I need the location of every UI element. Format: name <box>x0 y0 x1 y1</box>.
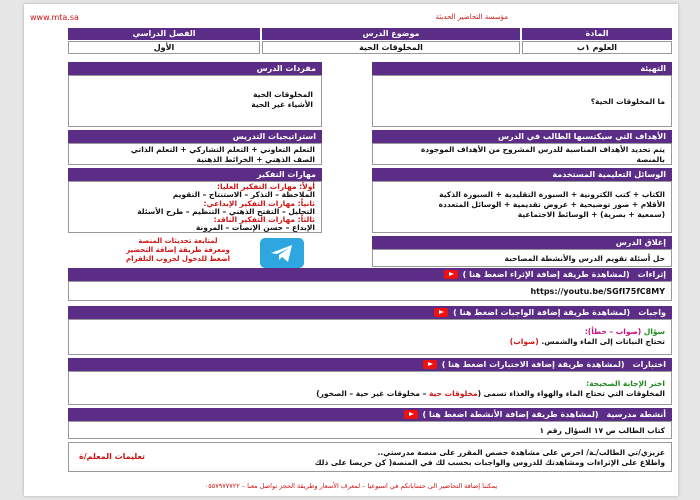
homework-q-label: سؤال <box>643 327 665 336</box>
activity-link[interactable]: (لمشاهدة طريقة إضافة الأنشطة اضغط هنا ) <box>422 410 599 419</box>
homework-link[interactable]: (لمشاهدة طريقة إضافة الواجبات اضغط هنا ) <box>453 308 631 317</box>
thinking-creative-title: ثانياً: مهارات التفكير الإبداعي: <box>203 198 315 208</box>
objectives-line-2: بالمنصة <box>636 155 665 164</box>
vocab-item-2: الأشياء غير الحية <box>251 100 313 109</box>
youtube-icon[interactable] <box>434 308 448 317</box>
instructions-box <box>68 442 672 472</box>
vocab-box <box>68 75 322 127</box>
activity-box <box>68 421 672 439</box>
thinking-title: مهارات التفكير <box>68 168 322 181</box>
tests-link[interactable]: (لمشاهدة طريقة إضافة الاختبارات اضغط هنا ) <box>441 360 625 369</box>
intro-box <box>372 75 672 127</box>
activity-title: أنشطة مدرسية <box>606 410 666 419</box>
tests-q-correct: مخلوقات حية <box>428 389 478 398</box>
tests-q-text: المخلوقات التي تحتاج الماء والهواء والغذاء تسمى ( <box>477 389 665 398</box>
youtube-icon[interactable] <box>423 360 437 369</box>
instructions-title: تعليمات المعلم/ة <box>79 452 146 461</box>
tests-q-label: اختر الإجابة الصحيحة: <box>586 379 665 388</box>
activity-bar <box>68 408 672 421</box>
enrichment-url[interactable]: https://youtu.be/SGfI75fC8MY <box>530 287 665 296</box>
enrichment-link[interactable]: (لمشاهدة طريقة إضافة الإثراء اضغط هنا ) <box>462 270 630 279</box>
enrichment-title: إثراءات <box>637 270 666 279</box>
intro-title: التهيئة <box>372 62 672 75</box>
objectives-box <box>372 143 672 165</box>
vocab-item-1: المخلوقات الحية <box>253 90 313 99</box>
homework-box <box>68 319 672 355</box>
intro-text: ما المخلوقات الحية؟ <box>590 97 665 106</box>
youtube-icon[interactable] <box>444 270 458 279</box>
tests-q-rest: – مخلوقات غير حية – الصخور) <box>316 389 429 398</box>
activity-text: كتاب الطالب ص ١٧ السؤال رقم ١ <box>539 426 665 435</box>
homework-bar <box>68 306 672 319</box>
footer-text: يمكننا إضافة التحاضير الى حساباتكم في اسبوعيا – لمعرف الأسعار وطريقة الحجز تواصل معنا – ٠٥٥٧٩٧٧٧٢٢ <box>204 482 498 490</box>
aids-line-1: الكتاب + كتب الكترونية + السبورة التقليدية + السبورة الذكية <box>439 190 665 199</box>
org-name: مؤسسة التحاضير الحديثة <box>435 13 508 21</box>
homework-q-answer: (صواب) <box>509 337 539 346</box>
topic-value: المخلوقات الحية <box>262 41 520 54</box>
objectives-line-1: يتم تحديد الأهداف المناسبة للدرس المشروح من الأهداف الموجودة <box>420 145 665 154</box>
thinking-higher-text: الملاحظة – التذكر – الاستنتاج – التقويم <box>172 190 315 199</box>
website-url[interactable]: www.mta.sa <box>30 13 79 22</box>
instructions-text <box>195 448 665 468</box>
closing-text: حل أسئلة تقويم الدرس والأنشطة المصاحبة <box>504 254 665 263</box>
tests-title: اختبارات <box>632 360 666 369</box>
thinking-critical-title: ثالثاً: مهارات التفكير الناقد: <box>213 215 315 224</box>
promo-line-1: لمتابعة تحديثات المنصة <box>138 237 218 245</box>
lesson-plan-page <box>24 4 678 496</box>
closing-title: إغلاق الدرس <box>372 236 672 249</box>
enrichment-bar <box>68 268 672 281</box>
thinking-higher-title: أولاً: مهارات التفكير العليا: <box>217 182 315 191</box>
term-label: الفصل الدراسي <box>68 28 260 40</box>
topic-label: موضوع الدرس <box>262 28 520 40</box>
term-value: الأول <box>68 41 260 54</box>
instructions-line-2: واطلاع على الإثراءات ومشاهدتك للدروس والواجبات بحسب لك في المنصة( كن حريصا على ذلك <box>314 458 665 467</box>
homework-question <box>75 337 665 347</box>
thinking-creative-text: التحليل – التفتح الذهني – التنظيم – طرح الأسئلة <box>137 206 315 216</box>
enrichment-box <box>68 281 672 301</box>
tests-bar <box>68 358 672 371</box>
telegram-icon[interactable] <box>260 238 304 268</box>
closing-box <box>372 249 672 267</box>
promo-text <box>126 237 230 264</box>
tests-box <box>68 371 672 405</box>
strategies-line-1: التعلم التعاوني + التعلم التشاركي + التعلم الذاتي <box>130 145 315 154</box>
objectives-title: الأهداف التي سيكتسبها الطالب في الدرس <box>372 130 672 143</box>
strategies-box <box>68 143 322 165</box>
strategies-line-2: الصف الذهني + الخرائط الذهنية <box>196 155 315 164</box>
instructions-line-1: عزيزي/تي الطالب/ـة/ احرص على مشاهدة حصص المقرر على منصة مدرستي.. <box>377 448 665 457</box>
aids-line-2: الأقلام + صور توضيحية + عروض تقديمية + الوسائل المتعددة <box>438 200 665 209</box>
aids-title: الوسائل التعليمية المستخدمة <box>372 168 672 181</box>
strategies-title: استراتيجيات التدريس <box>68 130 322 143</box>
thinking-box <box>68 181 322 233</box>
promo-line-2: ومعرفة طريقة إضافة التحضير <box>126 246 230 254</box>
homework-question-label <box>75 327 665 337</box>
aids-line-3: (سمعية + بصرية) + الوسائط الاجتماعية <box>517 210 665 219</box>
homework-title: واجبات <box>638 308 666 317</box>
thinking-critical-text: الإبداع – حسن الإنصات – المرونة <box>195 223 315 232</box>
homework-q-type: (صواب – خطأ): <box>584 327 642 336</box>
vocab-title: مفردات الدرس <box>68 62 322 75</box>
subject-label: المادة <box>522 28 672 40</box>
homework-q-text: تحتاج النباتات إلى الماء والشمس. <box>541 337 665 346</box>
youtube-icon[interactable] <box>404 410 418 419</box>
tests-question <box>75 389 665 399</box>
promo-line-3: اضغط للدخول لجروب التلقرام <box>125 255 230 263</box>
aids-box <box>372 181 672 233</box>
subject-value: العلوم ١ب <box>522 41 672 54</box>
